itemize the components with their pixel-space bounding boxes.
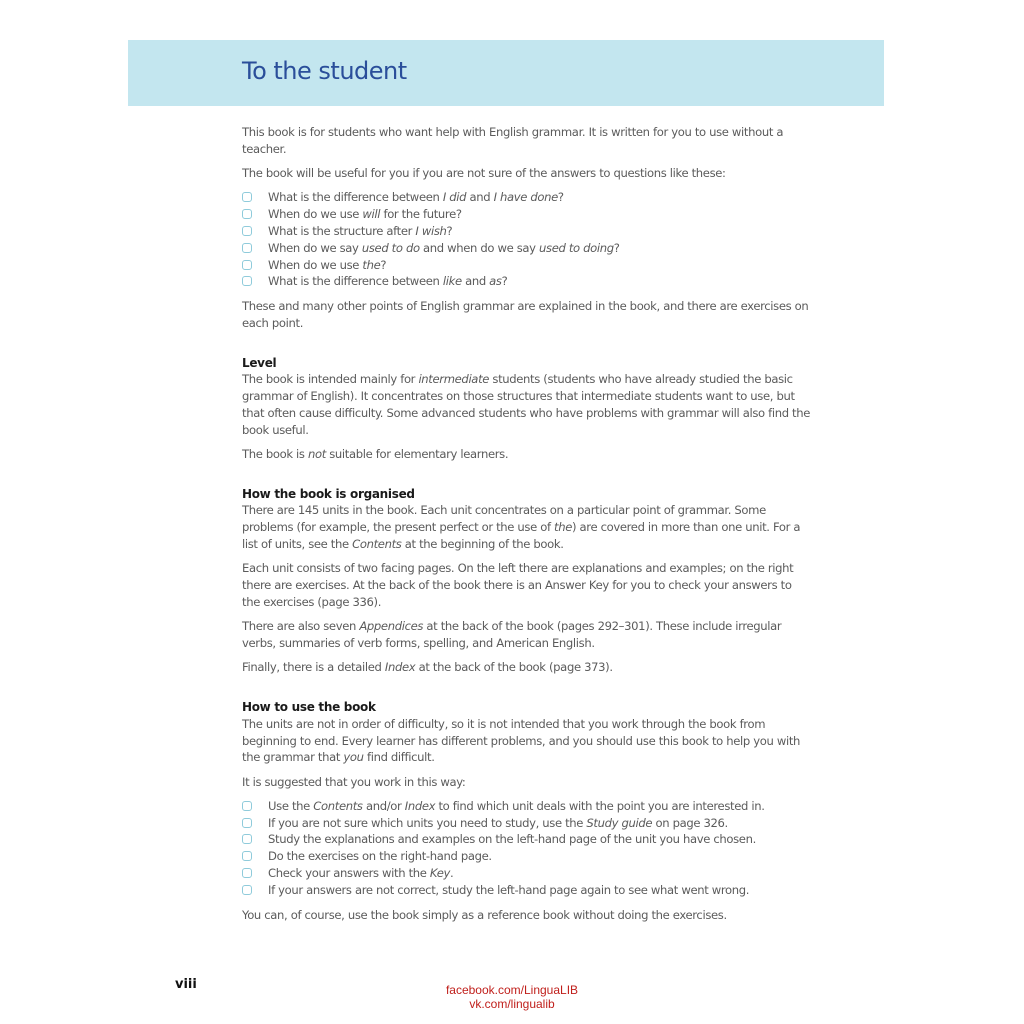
italic-text: intermediate xyxy=(418,372,490,387)
steps-list xyxy=(242,798,812,899)
list-item xyxy=(242,189,812,206)
list-item xyxy=(242,273,812,290)
checkbox-icon xyxy=(242,276,252,286)
italic-text: Contents xyxy=(313,798,363,813)
italic-text: I wish xyxy=(415,223,447,238)
title-banner xyxy=(128,40,884,106)
text-segment: If your answers are not correct, study the left-hand page again to see what went wrong. xyxy=(268,882,750,897)
text-segment: find difficult. xyxy=(363,750,435,765)
italic-text: will xyxy=(362,207,381,222)
checkbox-icon xyxy=(242,818,252,828)
italic-text: the xyxy=(554,520,573,535)
main-content xyxy=(242,124,812,931)
italic-text: used to do xyxy=(361,240,420,255)
italic-text: Key xyxy=(429,866,451,881)
use-heading: How to use the book xyxy=(242,700,376,715)
organised-paragraph-2: Each unit consists of two facing pages. On the left there are explanations and examples; on the right there are exercises. At the back of the book there is an Answer Key for you to check your answers to the exercises (page 336). xyxy=(242,561,794,609)
italic-text: you xyxy=(343,750,364,765)
list-item xyxy=(242,223,812,240)
checkbox-icon xyxy=(242,834,252,844)
text-segment: What is the difference between xyxy=(268,190,443,205)
level-heading: Level xyxy=(242,355,277,370)
text-segment: The book is intended mainly for xyxy=(242,372,419,387)
checkbox-icon xyxy=(242,885,252,895)
text-segment: Study the explanations and examples on the left-hand page of the unit you have chosen. xyxy=(268,832,756,847)
checkbox-icon xyxy=(242,226,252,236)
text-segment: students (students who have already studied the basic grammar of English). It concentrates on those structures that intermediate students want to use, but that often cause difficulty. Some advanced students who have problems with grammar will also find the book useful. xyxy=(242,372,811,437)
italic-text: I have done xyxy=(493,190,558,205)
italic-text: the xyxy=(362,257,381,272)
list-item xyxy=(242,865,812,882)
organised-paragraph-1 xyxy=(242,502,812,552)
level-paragraph-2 xyxy=(242,446,812,463)
list-item xyxy=(242,848,812,865)
text-segment: When do we use xyxy=(268,257,363,272)
checkbox-icon xyxy=(242,192,252,202)
text-segment: and xyxy=(466,190,494,205)
italic-text: like xyxy=(442,274,462,289)
text-segment: If you are not sure which units you need to study, use the xyxy=(268,815,587,830)
checkbox-icon xyxy=(242,868,252,878)
italic-text: used to doing xyxy=(539,240,614,255)
after-questions-paragraph: These and many other points of English grammar are explained in the book, and there are exercises on each point. xyxy=(242,299,809,330)
use-paragraph-2: It is suggested that you work in this way: xyxy=(242,774,466,789)
text-segment: ? xyxy=(613,240,620,255)
checkbox-icon xyxy=(242,260,252,270)
text-segment: and xyxy=(461,274,490,289)
italic-text: as xyxy=(489,274,502,289)
text-segment: ? xyxy=(380,257,387,272)
text-segment: on page 326. xyxy=(652,815,728,830)
italic-text: Appendices xyxy=(359,619,424,634)
text-segment: and when do we say xyxy=(419,240,540,255)
organised-paragraph-4 xyxy=(242,659,812,676)
level-paragraph-1 xyxy=(242,371,812,438)
list-item xyxy=(242,815,812,832)
checkbox-icon xyxy=(242,209,252,219)
text-segment: and/or xyxy=(362,798,405,813)
question-list xyxy=(242,189,812,290)
organised-heading: How the book is organised xyxy=(242,486,415,501)
text-segment: at the back of the book (pages 292–301). These include irregular verbs, summaries of verb forms, spelling, and American English. xyxy=(242,619,782,651)
text-segment: ? xyxy=(446,223,453,238)
text-segment: The units are not in order of difficulty, so it is not intended that you work through the book from beginning to end. Every learner has different problems, and you should use this book to help you with the grammar that xyxy=(242,716,801,765)
organised-paragraph-3 xyxy=(242,618,812,652)
text-segment: ? xyxy=(501,274,508,289)
text-segment: Do the exercises on the right-hand page. xyxy=(268,849,492,864)
italic-text: Study guide xyxy=(586,815,653,830)
text-segment: Finally, there is a detailed xyxy=(242,660,385,675)
footer-facebook-link[interactable]: facebook.com/LinguaLIB xyxy=(445,983,579,997)
text-segment: When do we use xyxy=(268,207,363,222)
list-item xyxy=(242,831,812,848)
checkbox-icon xyxy=(242,801,252,811)
checkbox-icon xyxy=(242,243,252,253)
intro-paragraph-1: This book is for students who want help with English grammar. It is written for you to use without a teacher. xyxy=(242,125,784,156)
text-segment: What is the structure after xyxy=(268,223,416,238)
italic-text: Index xyxy=(384,660,416,675)
italic-text: Index xyxy=(404,798,436,813)
text-segment: There are 145 units in the book. Each unit concentrates on a particular point of grammar. Some problems (for example, the present perfect or the use of xyxy=(242,503,766,535)
page-number: viii xyxy=(175,977,197,992)
text-segment: . xyxy=(450,866,454,881)
list-item xyxy=(242,206,812,223)
intro-paragraph-2: The book will be useful for you if you are not sure of the answers to questions like these: xyxy=(242,166,726,181)
footer-vk-link[interactable]: vk.com/lingualib xyxy=(469,997,555,1011)
use-paragraph-3: You can, of course, use the book simply as a reference book without doing the exercises. xyxy=(242,907,727,922)
text-segment: The book is xyxy=(242,447,308,462)
page-title: To the student xyxy=(242,57,407,85)
list-item xyxy=(242,257,812,274)
text-segment: Use the xyxy=(268,798,314,813)
list-item xyxy=(242,882,812,899)
text-segment: at the beginning of the book. xyxy=(401,537,564,552)
text-segment: When do we say xyxy=(268,240,362,255)
checkbox-icon xyxy=(242,851,252,861)
text-segment: There are also seven xyxy=(242,619,360,634)
text-segment: What is the difference between xyxy=(268,274,443,289)
italic-text: I did xyxy=(442,190,467,205)
text-segment: at the back of the book (page 373). xyxy=(415,660,613,675)
footer-watermark xyxy=(412,983,612,1011)
list-item xyxy=(242,798,812,815)
italic-text: not xyxy=(307,447,326,462)
list-item xyxy=(242,240,812,257)
text-segment: suitable for elementary learners. xyxy=(325,447,509,462)
italic-text: Contents xyxy=(352,537,402,552)
text-segment: ) are covered in more than one unit. For a list of units, see the xyxy=(242,520,801,552)
use-paragraph-1 xyxy=(242,716,812,766)
text-segment: to find which unit deals with the point you are interested in. xyxy=(435,798,765,813)
text-segment: ? xyxy=(557,190,564,205)
text-segment: for the future? xyxy=(380,207,462,222)
text-segment: Check your answers with the xyxy=(268,866,430,881)
